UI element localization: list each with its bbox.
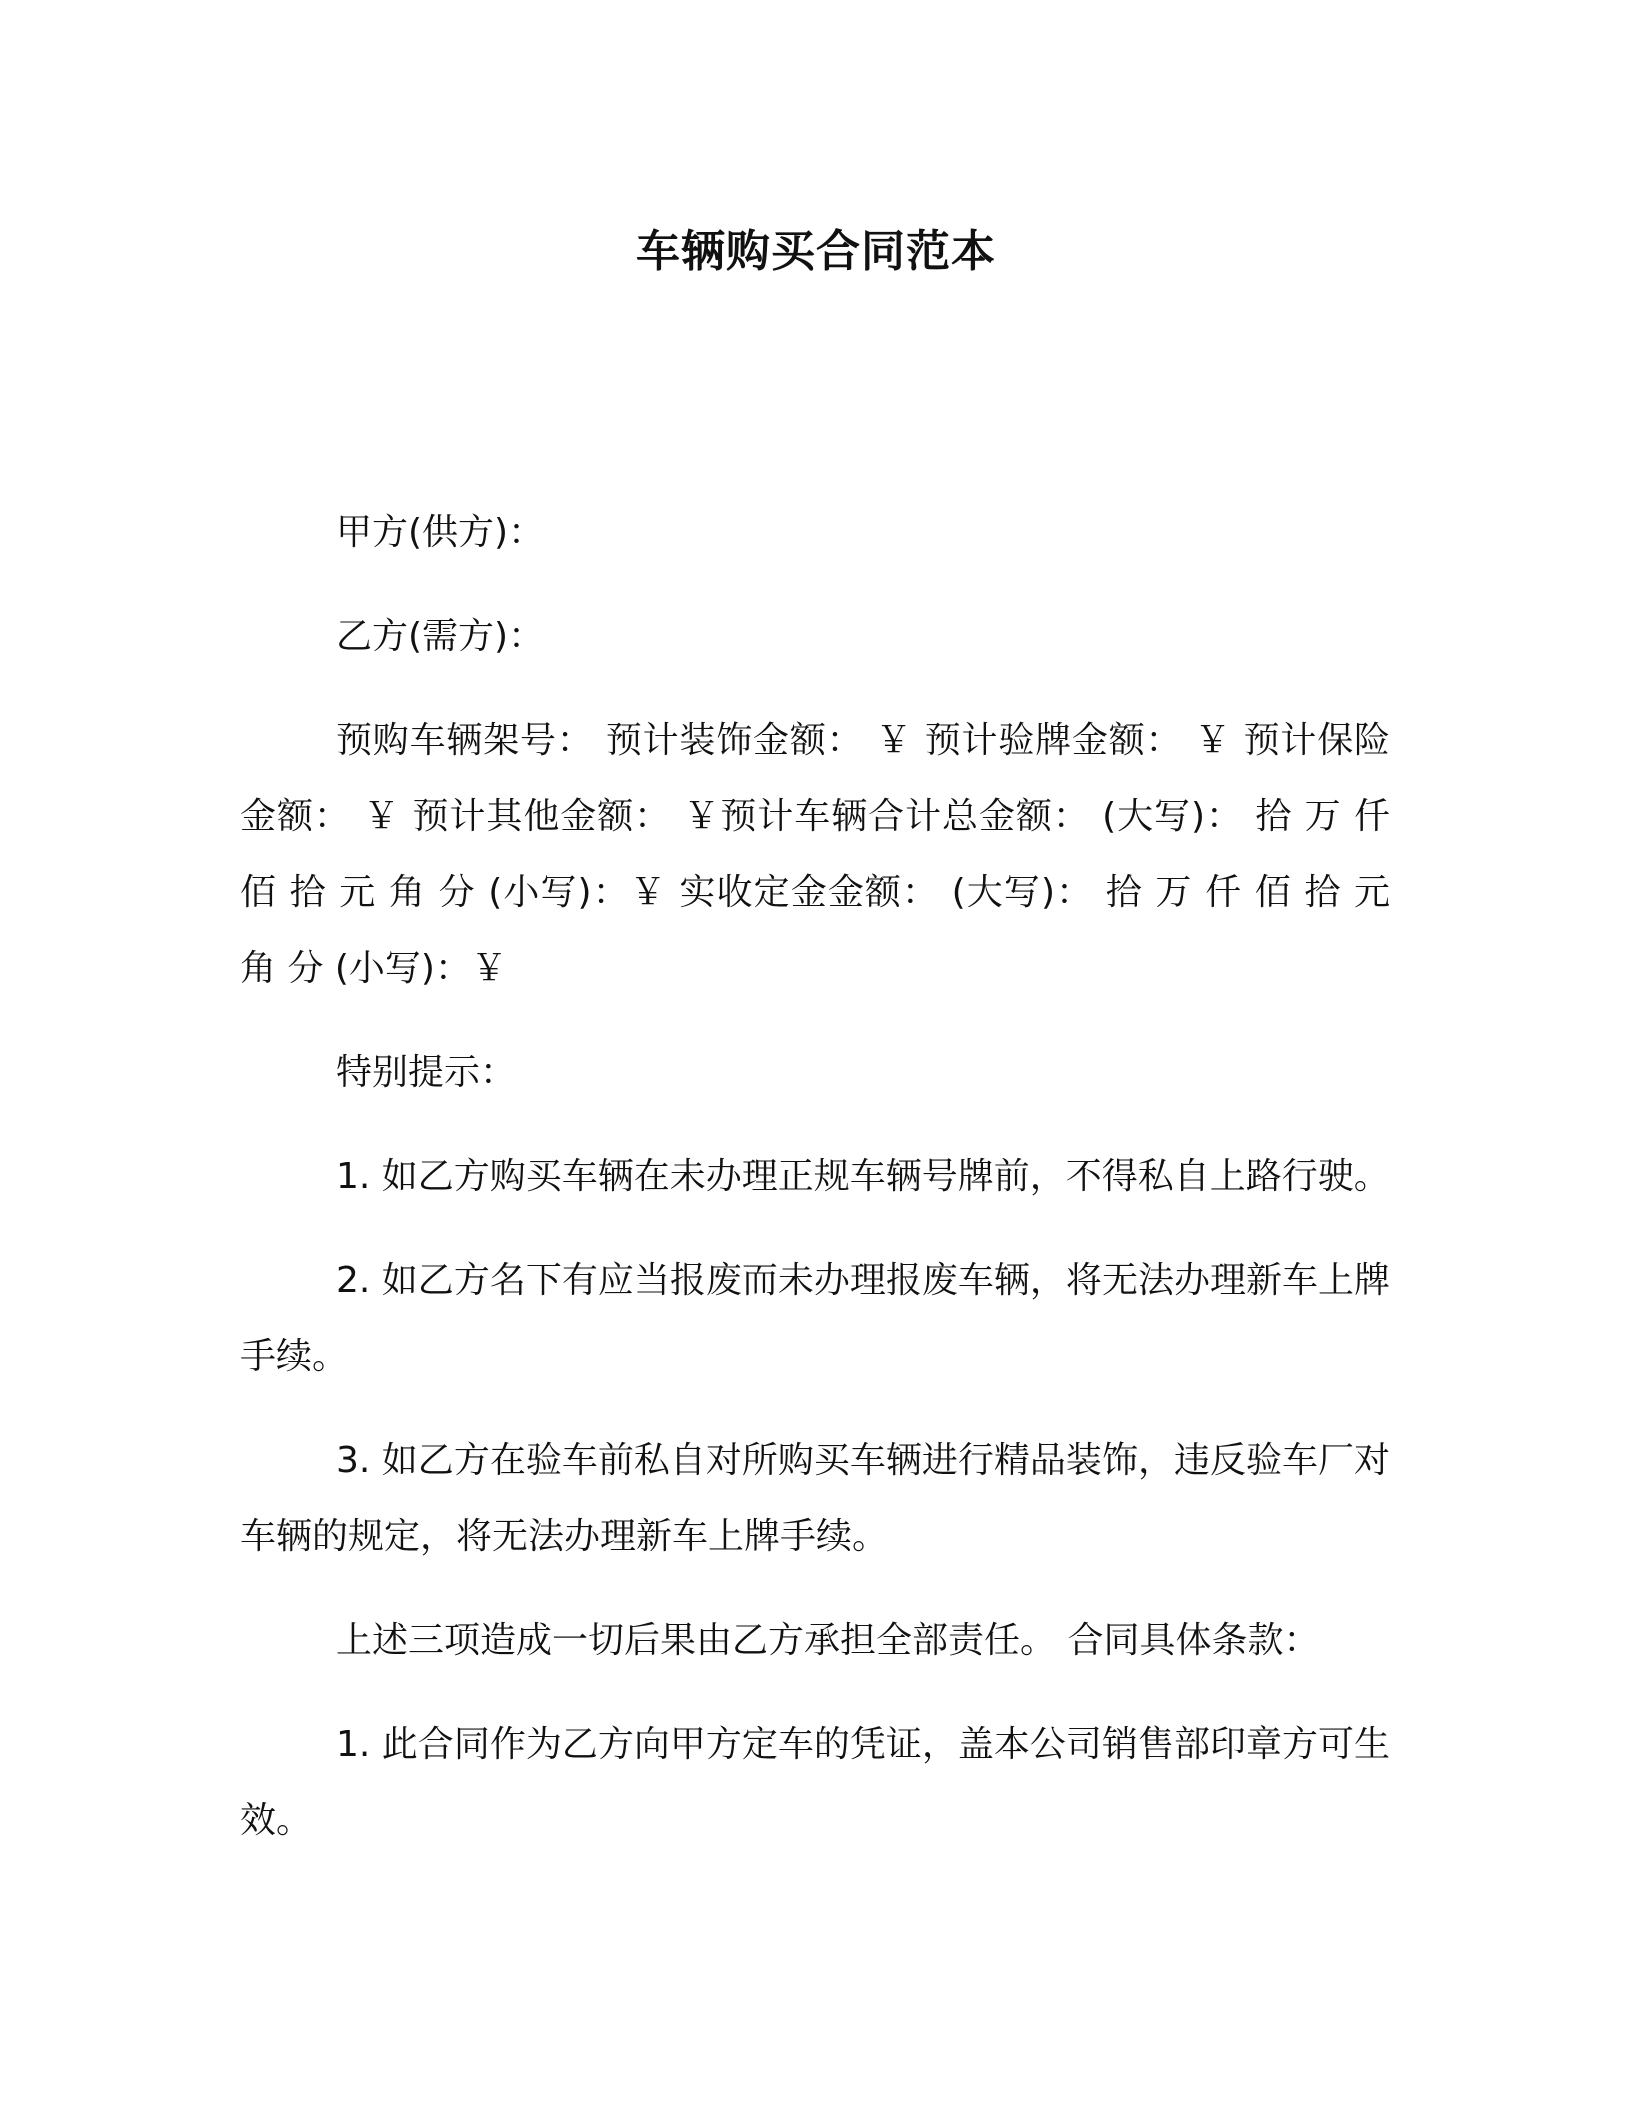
contract-clause-1: 1. 此合同作为乙方向甲方定车的凭证，盖本公司销售部印章方可生效。 [240, 1724, 1390, 1841]
party-a-line: 甲方(供方)： [336, 512, 545, 553]
notice-item-2: 2. 如乙方名下有应当报废而未办理报废车辆，将无法办理新车上牌手续。 [240, 1260, 1390, 1377]
notice-item-3: 3. 如乙方在验车前私自对所购买车辆进行精品装饰，违反验车厂对车辆的规定，将无法办理新车上牌手续。 [240, 1440, 1390, 1557]
responsibility-paragraph: 上述三项造成一切后果由乙方承担全部责任。 合同具体条款： [336, 1620, 1320, 1661]
special-notice-heading: 特别提示： [336, 1052, 517, 1093]
document-body [240, 495, 1390, 1887]
notice-item-1: 1. 如乙方购买车辆在未办理正规车辆号牌前，不得私自上路行驶。 [336, 1156, 1390, 1197]
party-b-line: 乙方(需方)： [336, 616, 545, 657]
purchase-amounts-paragraph: 预购车辆架号： 预计装饰金额： ￥ 预计验牌金额： ￥ 预计保险金额： ￥ 预计其他金额： ￥预计车辆合计总金额： (大写)： 拾 万 仟 佰 拾 元 角 分 (小写)：￥ 实收定金金额： (大写)： 拾 万 仟 佰 拾 元 角 分 (小写)：￥ [240, 720, 1390, 989]
document-title: 车辆购买合同范本 [636, 226, 996, 277]
